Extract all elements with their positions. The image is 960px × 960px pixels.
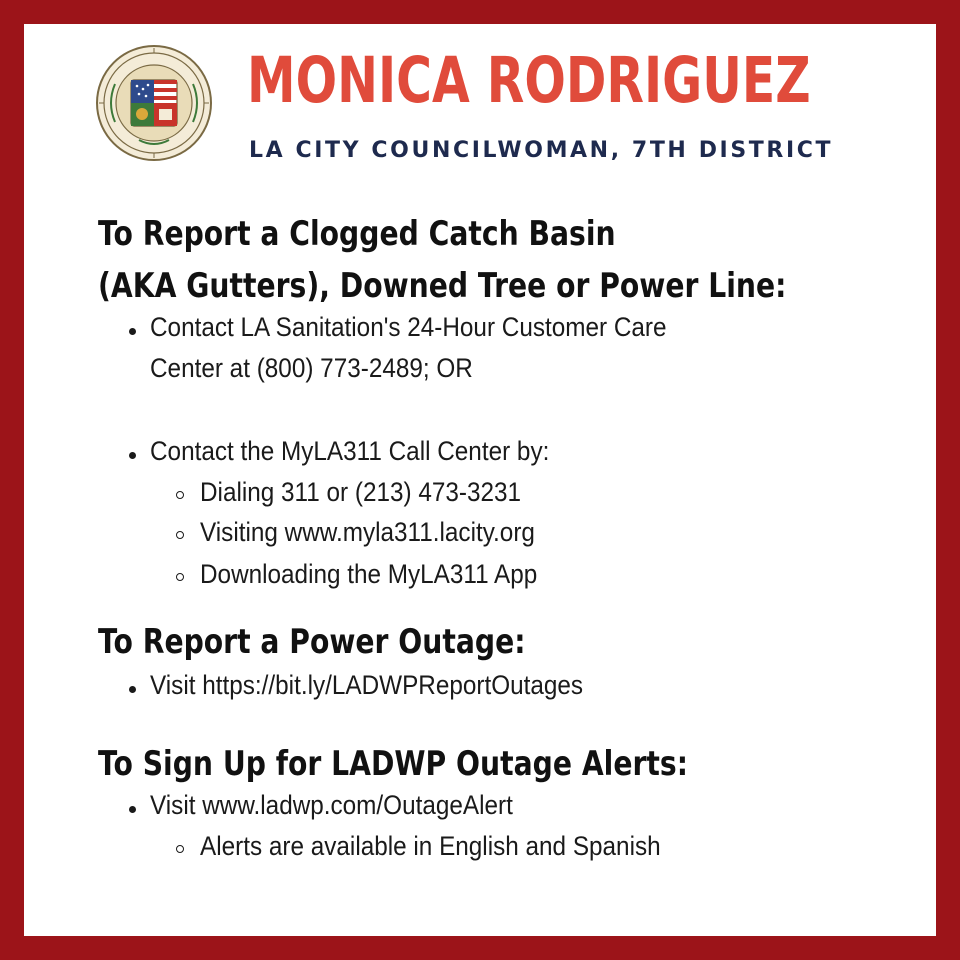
- outage-alert-languages: Alerts are available in English and Spanish: [200, 831, 661, 861]
- bullet-dot: [129, 452, 136, 459]
- section-heading-catch-basin-line-1: To Report a Clogged Catch Basin: [98, 214, 616, 254]
- section-heading-power-outage: To Report a Power Outage:: [98, 622, 526, 662]
- city-seal-icon: [95, 44, 213, 162]
- myla311-dial-option: Dialing 311 or (213) 473-3231: [200, 477, 522, 507]
- district-subtitle: LA CITY COUNCILWOMAN, 7TH DISTRICT: [249, 138, 834, 163]
- sanitation-contact-line-2: Center at (800) 773-2489; OR: [150, 353, 473, 383]
- sub-bullet-circle: [176, 845, 184, 853]
- myla311-app-option: Downloading the MyLA311 App: [200, 559, 538, 589]
- bullet-dot: [129, 686, 136, 693]
- councilmember-name: MONICA RODRIGUEZ: [247, 44, 811, 117]
- sub-bullet-circle: [176, 491, 184, 499]
- myla311-contact-intro: Contact the MyLA311 Call Center by:: [150, 436, 550, 466]
- power-outage-link-line: Visit https://bit.ly/LADWPReportOutages: [150, 670, 584, 700]
- bullet-dot: [129, 806, 136, 813]
- sanitation-contact-line-1: Contact LA Sanitation's 24-Hour Customer Care: [150, 312, 667, 342]
- myla311-website-option: Visiting www.myla311.lacity.org: [200, 517, 535, 547]
- section-heading-catch-basin-line-2: (AKA Gutters), Downed Tree or Power Line:: [98, 266, 787, 306]
- bullet-dot: [129, 328, 136, 335]
- sub-bullet-circle: [176, 573, 184, 581]
- section-heading-outage-alerts: To Sign Up for LADWP Outage Alerts:: [98, 744, 688, 784]
- sub-bullet-circle: [176, 531, 184, 539]
- outage-alert-link-line: Visit www.ladwp.com/OutageAlert: [150, 790, 513, 820]
